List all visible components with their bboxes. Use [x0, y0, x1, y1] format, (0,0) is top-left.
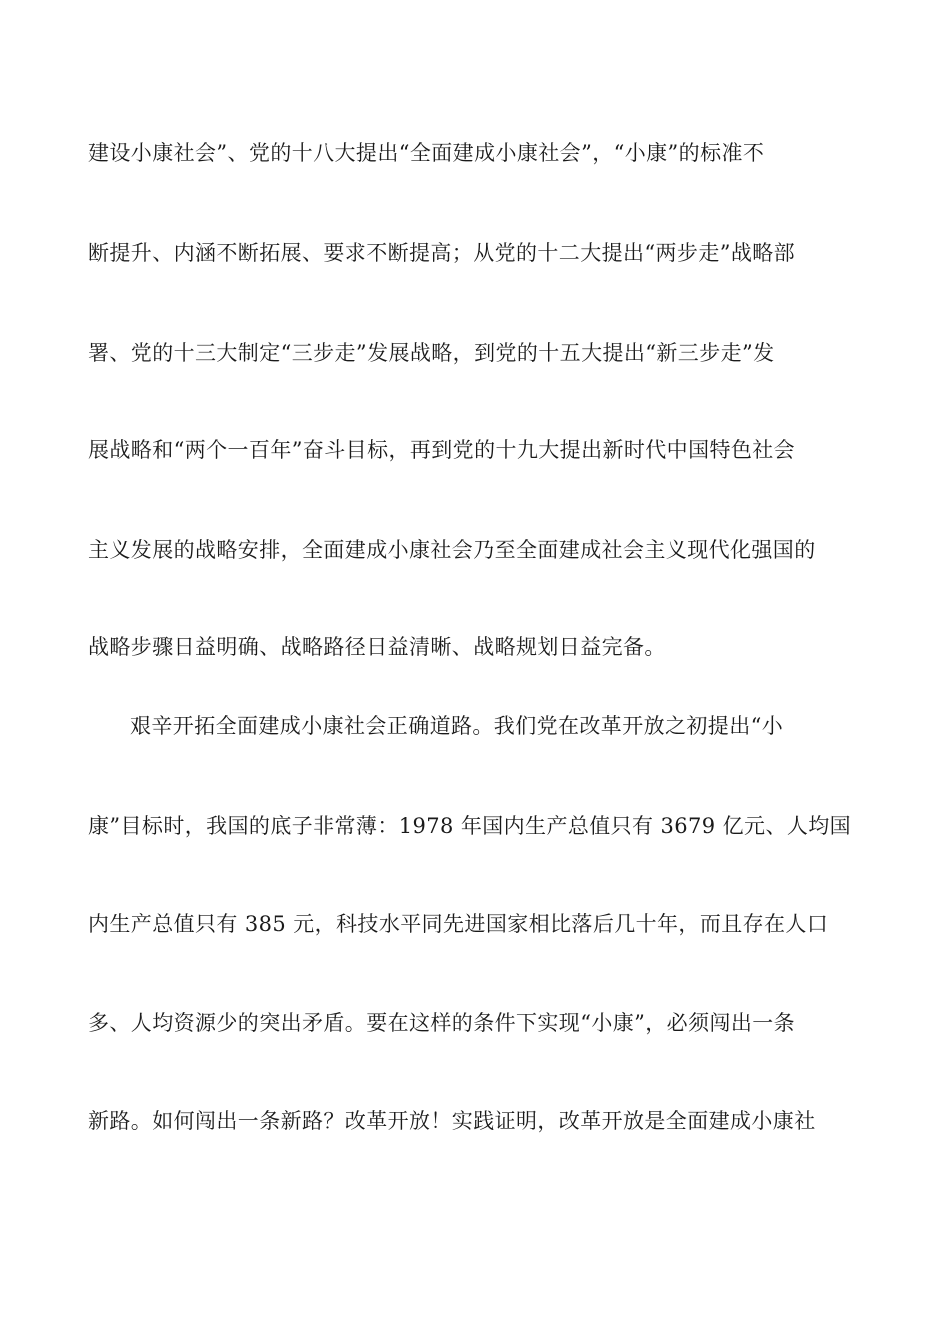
text-line: 展战略和“两个一百年”奋斗目标，再到党的十九大提出新时代中国特色社会 [88, 438, 796, 462]
text-line: 建设小康社会”、党的十八大提出“全面建成小康社会”，“小康”的标准不 [88, 141, 765, 165]
text-line: 断提升、内涵不断拓展、要求不断提高；从党的十二大提出“两步走”战略部 [88, 241, 796, 265]
text-line: 康”目标时，我国的底子非常薄：1978 年国内生产总值只有 3679 亿元、人均国 [88, 814, 852, 838]
text-line: 多、人均资源少的突出矛盾。要在这样的条件下实现“小康”，必须闯出一条 [88, 1011, 796, 1035]
paragraph-first-line: 艰辛开拓全面建成小康社会正确道路。我们党在改革开放之初提出“小 [130, 714, 784, 738]
text-line: 新路。如何闯出一条新路？改革开放！实践证明，改革开放是全面建成小康社 [88, 1109, 816, 1133]
text-line: 署、党的十三大制定“三步走”发展战略，到党的十五大提出“新三步走”发 [88, 341, 775, 365]
text-line: 内生产总值只有 385 元，科技水平同先进国家相比落后几十年，而且存在人口 [88, 912, 829, 936]
text-line: 主义发展的战略安排，全面建成小康社会乃至全面建成社会主义现代化强国的 [88, 538, 816, 562]
text-line: 战略步骤日益明确、战略路径日益清晰、战略规划日益完备。 [88, 635, 666, 659]
